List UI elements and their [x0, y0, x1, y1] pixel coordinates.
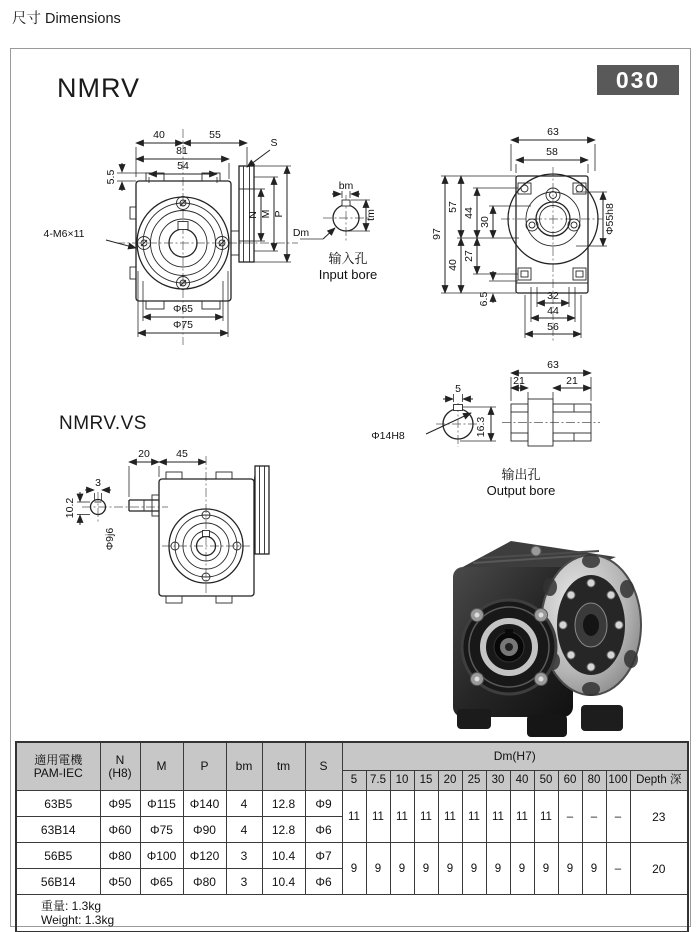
th-n: N (H8)	[100, 742, 140, 791]
dim-30: 30	[479, 216, 491, 228]
size-badge: 030	[597, 65, 679, 95]
output-bore-caption-cn: 输出孔	[501, 467, 541, 482]
dim-d65: Φ65	[172, 303, 194, 315]
dim-54: 54	[177, 160, 189, 172]
dim-32: 32	[547, 290, 559, 302]
cell-n: Φ95	[100, 791, 140, 817]
cell-m: Φ65	[140, 869, 183, 895]
dim-d75: Φ75	[172, 319, 194, 331]
cell-dm: 11	[462, 791, 486, 843]
dim-6-5: 6.5	[478, 291, 490, 307]
dim-hub-63: 63	[547, 359, 559, 371]
content-box	[10, 48, 691, 927]
th-tm: tm	[262, 742, 305, 791]
cell-pam: 63B5	[16, 791, 100, 817]
cell-dm: 9	[414, 843, 438, 895]
weight-note	[16, 895, 688, 932]
dim-44-upper: 44	[463, 207, 475, 219]
output-bore-caption	[456, 467, 586, 499]
cell-dm: –	[606, 843, 630, 895]
dim-44-lower: 44	[547, 305, 559, 317]
th-dm-10: 10	[390, 771, 414, 791]
dim-27: 27	[463, 250, 475, 262]
cell-n: Φ60	[100, 817, 140, 843]
dim-40: 40	[447, 259, 459, 271]
dim-63: 63	[547, 126, 559, 138]
dim-97: 97	[431, 228, 443, 240]
cell-pam: 63B14	[16, 817, 100, 843]
cell-dm: 11	[534, 791, 558, 843]
cell-dm: 11	[438, 791, 462, 843]
cell-m: Φ100	[140, 843, 183, 869]
dim-bm: bm	[338, 180, 354, 192]
input-bore-caption-en: Input bore	[318, 267, 378, 282]
cell-dm: 9	[510, 843, 534, 895]
th-dm-25: 25	[462, 771, 486, 791]
cell-s: Φ6	[305, 869, 342, 895]
th-dm-7-5: 7.5	[366, 771, 390, 791]
th-pam: 適用電機 PAM-IEC	[16, 742, 100, 791]
front-view-drawing	[43, 121, 301, 351]
weight-cn: 重量: 1.3kg	[41, 899, 102, 913]
dim-10-2: 10.2	[64, 497, 76, 519]
cell-dm: 11	[510, 791, 534, 843]
output-bore-detail	[371, 359, 691, 474]
cell-bm: 3	[226, 869, 262, 895]
weight-en: Weight: 1.3kg	[41, 913, 115, 927]
th-bm: bm	[226, 742, 262, 791]
cell-dm: 9	[390, 843, 414, 895]
th-s: S	[305, 742, 342, 791]
input-bore-caption	[298, 251, 398, 283]
cell-n: Φ50	[100, 869, 140, 895]
dim-45: 45	[176, 448, 188, 460]
cell-pam: 56B5	[16, 843, 100, 869]
vs-model-title: NMRV.VS	[59, 413, 147, 434]
th-dm-60: 60	[558, 771, 582, 791]
cell-tm: 12.8	[262, 817, 305, 843]
dim-56: 56	[547, 321, 559, 333]
th-dm-15: 15	[414, 771, 438, 791]
dim-21-left: 21	[513, 375, 525, 387]
cell-dm: 9	[486, 843, 510, 895]
table-footer-row	[16, 895, 688, 932]
dim-dm: Dm	[292, 227, 310, 239]
cell-dm: 11	[366, 791, 390, 843]
cell-tm: 12.8	[262, 791, 305, 817]
label-s: S	[270, 137, 278, 149]
bolt-note: 4-M6×11	[43, 228, 85, 240]
cell-bm: 4	[226, 791, 262, 817]
dim-81: 81	[176, 145, 188, 157]
cell-dm: 9	[462, 843, 486, 895]
dim-m: M	[260, 209, 272, 219]
th-dm-80: 80	[582, 771, 606, 791]
cell-pam: 56B14	[16, 869, 100, 895]
output-bore-caption-en: Output bore	[486, 483, 556, 498]
cell-depth: 20	[630, 843, 688, 895]
cell-dm: 11	[342, 791, 366, 843]
cell-s: Φ6	[305, 817, 342, 843]
th-dm-5: 5	[342, 771, 366, 791]
cell-m: Φ115	[140, 791, 183, 817]
cell-bm: 3	[226, 843, 262, 869]
cell-s: Φ7	[305, 843, 342, 869]
input-bore-caption-cn: 输入孔	[328, 251, 368, 266]
table-row	[16, 791, 688, 817]
dimension-table	[15, 741, 689, 932]
th-dm-20: 20	[438, 771, 462, 791]
cell-dm: 9	[558, 843, 582, 895]
cell-m: Φ75	[140, 817, 183, 843]
cell-dm: 9	[534, 843, 558, 895]
th-dm-50: 50	[534, 771, 558, 791]
cell-s: Φ9	[305, 791, 342, 817]
page-title: 尺寸 Dimensions	[12, 11, 121, 27]
dim-d9j6: Φ9j6	[104, 527, 116, 551]
cell-tm: 10.4	[262, 869, 305, 895]
th-dm-30: 30	[486, 771, 510, 791]
cell-p: Φ80	[183, 869, 226, 895]
dim-5-5: 5.5	[105, 169, 117, 185]
cell-dm: –	[606, 791, 630, 843]
cell-dm: –	[582, 791, 606, 843]
cell-p: Φ120	[183, 843, 226, 869]
cell-dm: 9	[342, 843, 366, 895]
vs-view-drawing	[56, 444, 296, 609]
model-title: NMRV	[57, 73, 141, 103]
dim-57: 57	[447, 201, 459, 213]
dim-55: 55	[209, 129, 221, 141]
th-p: P	[183, 742, 226, 791]
dim-20: 20	[138, 448, 150, 460]
cell-dm: 9	[366, 843, 390, 895]
dim-n: N	[247, 211, 259, 219]
dim-key-5: 5	[455, 383, 461, 395]
cell-n: Φ80	[100, 843, 140, 869]
dim-21-right: 21	[566, 375, 578, 387]
dim-3: 3	[95, 477, 101, 489]
dim-d14h8: Φ14H8	[371, 430, 405, 442]
cell-tm: 10.4	[262, 843, 305, 869]
dim-16-3: 16.3	[475, 416, 487, 438]
th-depth: Depth 深	[630, 771, 688, 791]
cell-p: Φ90	[183, 817, 226, 843]
cell-bm: 4	[226, 817, 262, 843]
product-photo	[441, 529, 641, 747]
cell-dm: 11	[390, 791, 414, 843]
cell-dm: 9	[582, 843, 606, 895]
cell-dm: 11	[414, 791, 438, 843]
cell-dm: 9	[438, 843, 462, 895]
cell-depth: 23	[630, 791, 688, 843]
th-m: M	[140, 742, 183, 791]
table-row	[16, 843, 688, 869]
th-dm-40: 40	[510, 771, 534, 791]
cell-p: Φ140	[183, 791, 226, 817]
th-dm-group: Dm(H7)	[342, 742, 688, 771]
rear-view-drawing	[431, 113, 646, 353]
dim-p: P	[273, 210, 285, 218]
cell-dm: –	[558, 791, 582, 843]
cell-dm: 11	[486, 791, 510, 843]
dim-d55h8: Φ55h8	[604, 203, 616, 235]
th-dm-100: 100	[606, 771, 630, 791]
dim-tm: tm	[365, 209, 377, 221]
dim-40: 40	[153, 129, 165, 141]
dim-58: 58	[546, 146, 558, 158]
